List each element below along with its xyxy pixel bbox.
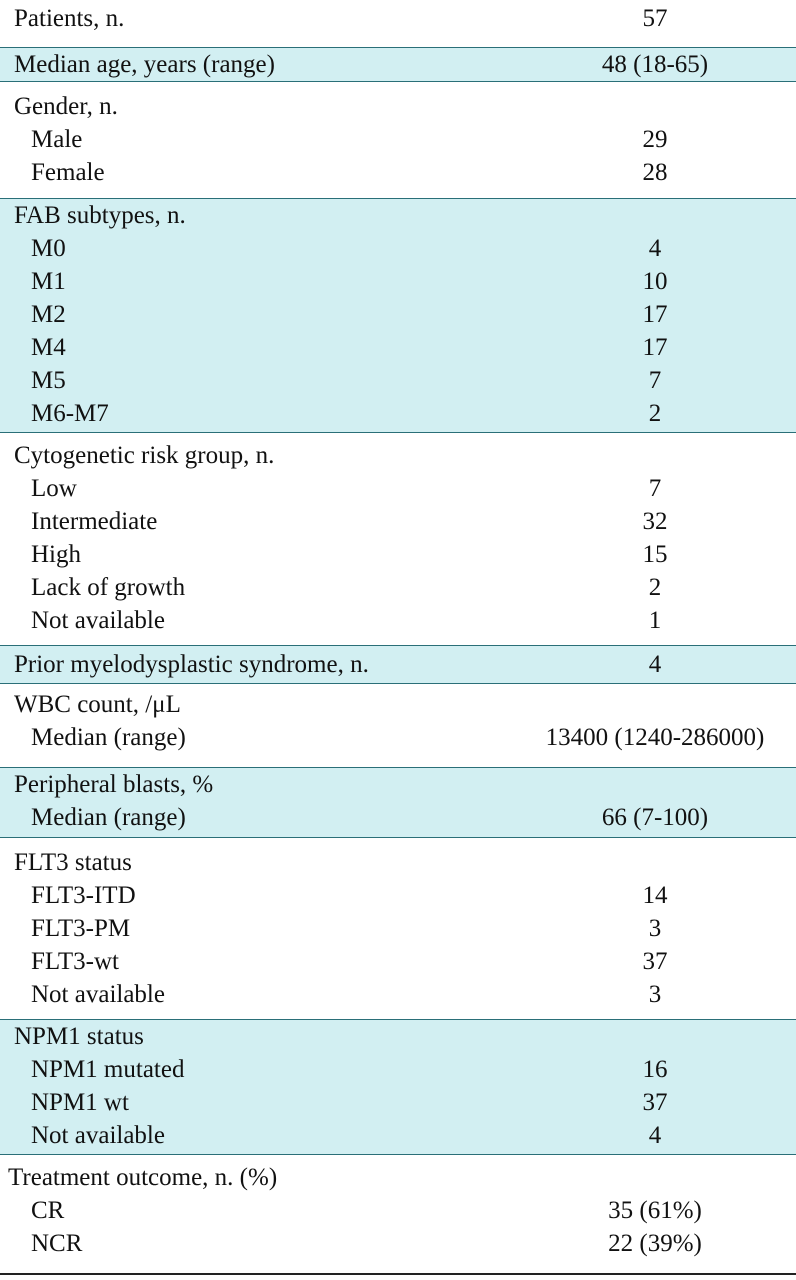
row-label: FLT3-ITD xyxy=(31,882,136,909)
row-value: 57 xyxy=(642,5,668,32)
row-label: Lack of growth xyxy=(31,574,186,601)
row-value: 37 xyxy=(642,948,668,975)
table-row xyxy=(0,721,796,754)
row-value: 4 xyxy=(648,1122,662,1149)
row-value: 3 xyxy=(648,915,662,942)
table-row-heading xyxy=(0,768,796,801)
group-heading: Gender, n. xyxy=(14,93,118,120)
table-row xyxy=(0,472,796,505)
group-median-age xyxy=(0,48,796,82)
row-value: 35 (61%) xyxy=(608,1197,702,1224)
row-value: 2 xyxy=(648,574,662,601)
table-row xyxy=(0,1194,796,1227)
row-label: Female xyxy=(31,159,105,186)
table-row xyxy=(0,331,796,364)
row-value: 37 xyxy=(642,1089,668,1116)
row-label: Not available xyxy=(31,981,165,1008)
table-row-heading xyxy=(0,846,796,879)
row-label: FLT3-wt xyxy=(31,948,119,975)
table-row xyxy=(0,945,796,978)
table-row xyxy=(0,801,796,834)
row-value: 17 xyxy=(642,301,668,328)
table-row xyxy=(0,879,796,912)
table-row-heading xyxy=(0,439,796,472)
group-flt3-status xyxy=(0,838,796,1020)
row-label: Not available xyxy=(31,607,165,634)
row-label: FLT3-PM xyxy=(31,915,131,942)
table-row xyxy=(0,123,796,156)
group-gender xyxy=(0,82,796,199)
table-row xyxy=(0,571,796,604)
group-heading: FAB subtypes, n. xyxy=(14,202,186,229)
row-value: 29 xyxy=(642,126,668,153)
group-prior-mds xyxy=(0,646,796,684)
table-row-heading xyxy=(0,1161,796,1194)
table-row-heading xyxy=(0,90,796,123)
row-value: 32 xyxy=(642,508,668,535)
row-label: M5 xyxy=(31,367,66,394)
row-value: 22 (39%) xyxy=(608,1230,702,1257)
row-value: 2 xyxy=(648,400,662,427)
group-heading: Treatment outcome, n. (%) xyxy=(8,1164,278,1191)
group-cytogenetic-risk xyxy=(0,433,796,646)
table-row xyxy=(0,1053,796,1086)
table-row xyxy=(0,604,796,637)
table-row xyxy=(0,1119,796,1152)
row-value: 13400 (1240-286000) xyxy=(545,724,765,751)
table-row-heading xyxy=(0,199,796,232)
row-label: Median age, years (range) xyxy=(14,51,275,78)
group-npm1-status xyxy=(0,1020,796,1155)
row-value: 66 (7-100) xyxy=(601,804,709,831)
row-label: Not available xyxy=(31,1122,165,1149)
row-label: Male xyxy=(31,126,83,153)
row-label: M2 xyxy=(31,301,66,328)
table-row xyxy=(0,232,796,265)
row-label: Median (range) xyxy=(31,804,186,831)
row-label: NCR xyxy=(31,1230,83,1257)
table-row xyxy=(0,1086,796,1119)
row-value: 3 xyxy=(648,981,662,1008)
row-value: 16 xyxy=(642,1056,668,1083)
table-row xyxy=(0,298,796,331)
table-row xyxy=(0,156,796,189)
group-patients xyxy=(0,0,796,48)
row-value: 4 xyxy=(648,651,662,678)
group-heading: Peripheral blasts, % xyxy=(14,771,214,798)
row-value: 1 xyxy=(648,607,662,634)
row-value: 10 xyxy=(642,268,668,295)
row-label: NPM1 wt xyxy=(31,1089,129,1116)
table-row xyxy=(0,538,796,571)
table-row xyxy=(0,397,796,430)
table-row xyxy=(0,2,796,35)
row-value: 4 xyxy=(648,235,662,262)
row-value: 17 xyxy=(642,334,668,361)
table-row xyxy=(0,912,796,945)
row-value: 28 xyxy=(642,159,668,186)
table-row xyxy=(0,978,796,1011)
row-label: Patients, n. xyxy=(14,5,125,32)
table-row xyxy=(0,265,796,298)
row-value: 48 (18-65) xyxy=(601,51,709,78)
row-label: Median (range) xyxy=(31,724,186,751)
row-label: Low xyxy=(31,475,77,502)
table-row xyxy=(0,48,796,81)
row-value: 14 xyxy=(642,882,668,909)
row-label: High xyxy=(31,541,81,568)
row-label: M1 xyxy=(31,268,66,295)
table-row-heading xyxy=(0,1020,796,1053)
group-peripheral-blasts xyxy=(0,768,796,838)
row-label: M4 xyxy=(31,334,66,361)
group-heading: WBC count, /μL xyxy=(14,691,181,718)
row-value: 7 xyxy=(648,475,662,502)
row-value: 15 xyxy=(642,541,668,568)
group-heading: FLT3 status xyxy=(14,849,132,876)
table-row xyxy=(0,364,796,397)
group-fab-subtypes xyxy=(0,199,796,433)
row-label: M0 xyxy=(31,235,66,262)
row-label: Prior myelodysplastic syndrome, n. xyxy=(14,651,369,678)
row-label: Intermediate xyxy=(31,508,158,535)
row-label: CR xyxy=(31,1197,65,1224)
table-row-heading xyxy=(0,688,796,721)
row-value: 7 xyxy=(648,367,662,394)
row-label: NPM1 mutated xyxy=(31,1056,185,1083)
table-row xyxy=(0,1227,796,1260)
group-heading: NPM1 status xyxy=(14,1023,144,1050)
group-wbc-count xyxy=(0,684,796,768)
row-label: M6-M7 xyxy=(31,400,109,427)
table-row xyxy=(0,505,796,538)
group-heading: Cytogenetic risk group, n. xyxy=(14,442,275,469)
table-row xyxy=(0,648,796,681)
group-treatment-outcome xyxy=(0,1155,796,1275)
